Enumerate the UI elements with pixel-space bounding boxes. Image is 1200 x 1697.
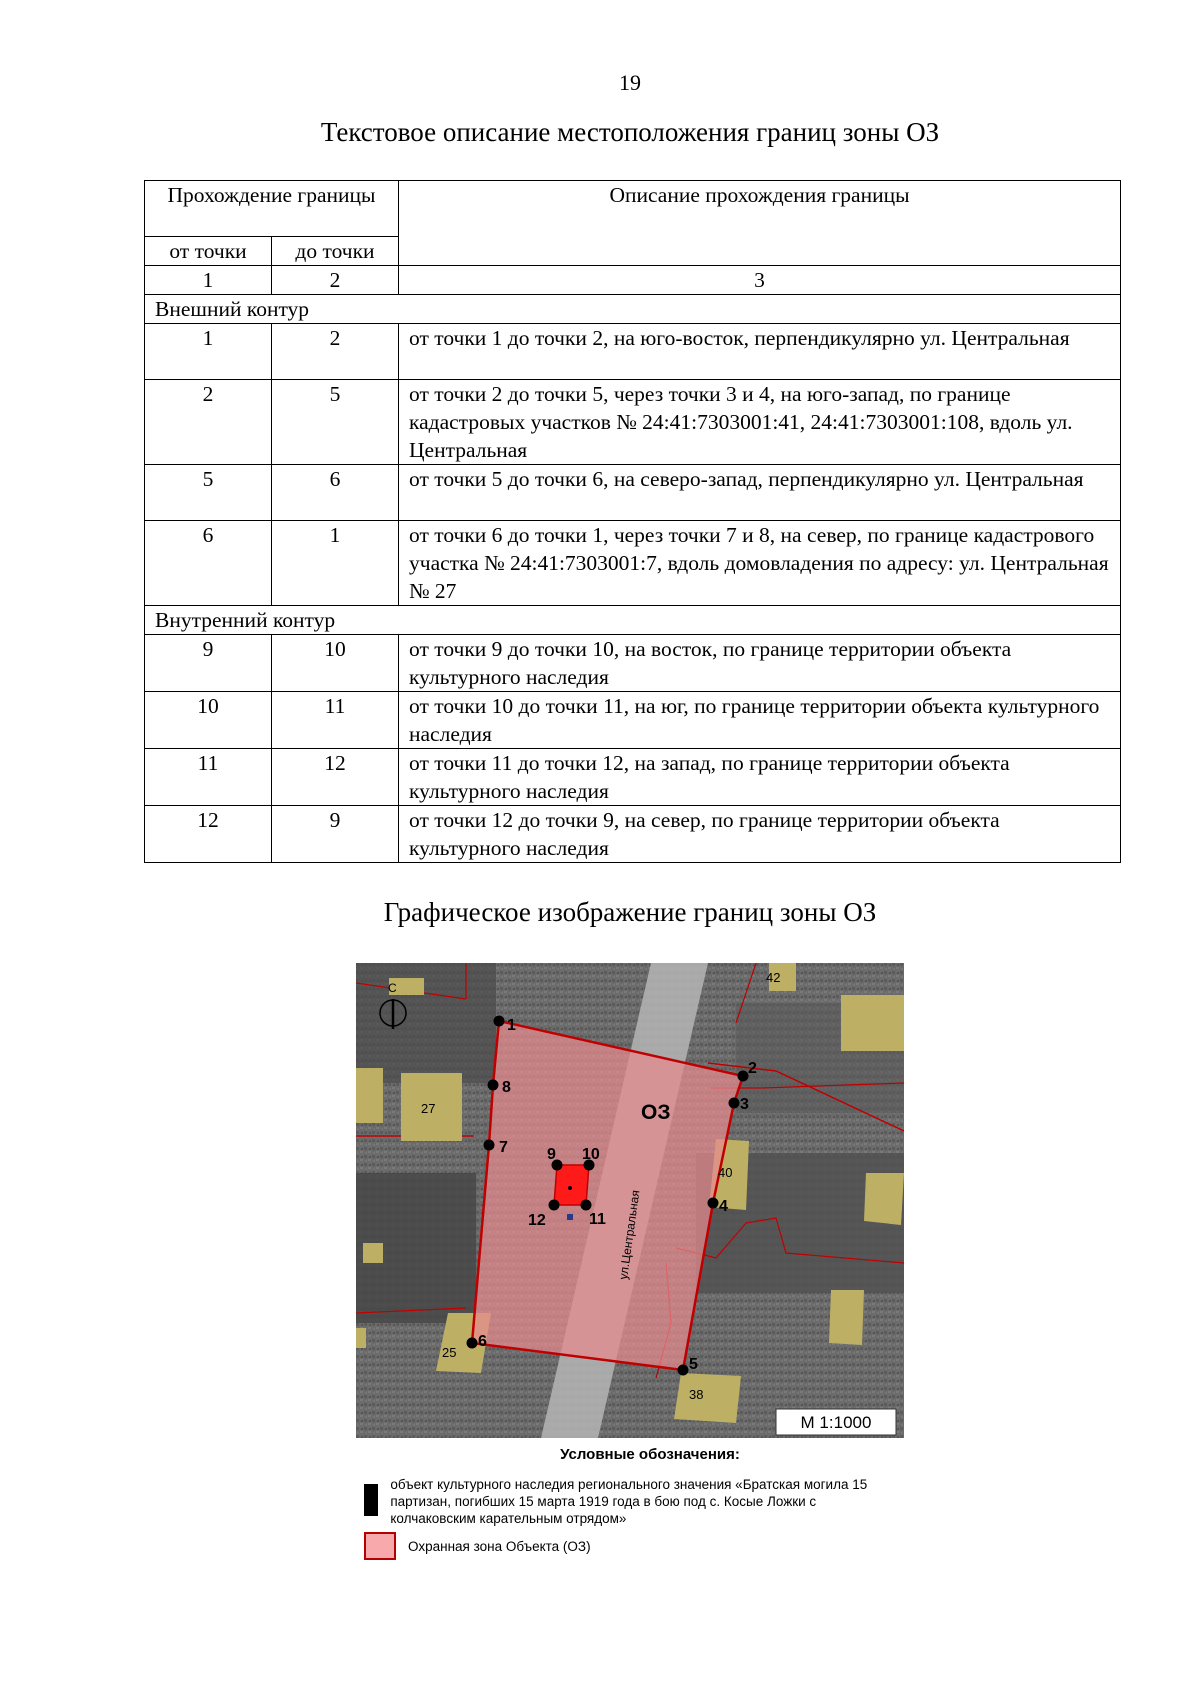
building xyxy=(841,995,904,1051)
to-point: 9 xyxy=(272,806,399,863)
point-label-11: 11 xyxy=(589,1211,606,1228)
legend-zone-text: Охранная зона Объекта (ОЗ) xyxy=(408,1539,591,1554)
building xyxy=(363,1243,383,1263)
table-row xyxy=(145,749,1121,806)
from-point: 10 xyxy=(145,692,272,749)
boundary-point-7 xyxy=(484,1140,495,1151)
table-row xyxy=(145,465,1121,521)
lot-number-42: 42 xyxy=(766,970,781,985)
legend-title: Условные обозначения: xyxy=(560,1446,740,1463)
header-to: до точки xyxy=(272,237,399,266)
to-point: 11 xyxy=(272,692,399,749)
column-number-1: 1 xyxy=(145,266,272,295)
header-from: от точки xyxy=(145,237,272,266)
graphic-title: Графическое изображение границ зоны ОЗ xyxy=(383,897,877,927)
boundary-point-4 xyxy=(708,1198,719,1209)
legend-item-zone xyxy=(364,1532,904,1560)
building xyxy=(356,1328,366,1348)
building xyxy=(829,1290,864,1345)
point-label-5: 5 xyxy=(689,1356,698,1373)
point-label-4: 4 xyxy=(719,1198,728,1215)
boundary-description: от точки 9 до точки 10, на восток, по границе территории объекта культурного наследия xyxy=(399,635,1121,692)
to-point: 5 xyxy=(272,380,399,465)
heritage-marker xyxy=(567,1214,573,1220)
table-row xyxy=(145,380,1121,465)
boundary-description: от точки 5 до точки 6, на северо-запад, перпендикулярно ул. Центральная xyxy=(399,465,1121,521)
outer-contour-label: Внешний контур xyxy=(145,295,1121,324)
legend-object-text: объект культурного наследия регионального значения «Братская могила 15 партизан, погибших 15 марта 1919 года в бою под с. Косые Ложки с колчаковским карательным отрядом» xyxy=(390,1477,868,1526)
building xyxy=(356,1068,383,1123)
north-label: С xyxy=(388,981,397,995)
point-label-9: 9 xyxy=(547,1146,556,1163)
boundary-point-8 xyxy=(488,1080,499,1091)
boundary-point-1 xyxy=(494,1016,505,1027)
table-row xyxy=(145,635,1121,692)
table-row xyxy=(145,324,1121,380)
table-row xyxy=(145,806,1121,863)
from-point: 12 xyxy=(145,806,272,863)
map-scale: М 1:1000 xyxy=(800,1413,872,1432)
map-svg xyxy=(356,963,904,1438)
legend-item-object xyxy=(364,1476,904,1527)
lot-number-25: 25 xyxy=(442,1345,457,1360)
dark-area xyxy=(356,963,496,1083)
building-38 xyxy=(674,1373,741,1423)
point-label-2: 2 xyxy=(748,1060,757,1077)
boundary-description: от точки 12 до точки 9, на север, по границе территории объекта культурного наследия xyxy=(399,806,1121,863)
from-point: 2 xyxy=(145,380,272,465)
inner-contour-label: Внутренний контур xyxy=(145,606,1121,635)
point-label-1: 1 xyxy=(507,1017,516,1034)
from-point: 5 xyxy=(145,465,272,521)
boundary-point-3 xyxy=(729,1098,740,1109)
to-point: 10 xyxy=(272,635,399,692)
protection-zone-swatch xyxy=(364,1532,396,1560)
heritage-object xyxy=(554,1165,589,1205)
boundary-description: от точки 10 до точки 11, на юг, по границе территории объекта культурного наследия xyxy=(399,692,1121,749)
to-point: 12 xyxy=(272,749,399,806)
legend xyxy=(356,1446,904,1554)
to-point: 1 xyxy=(272,521,399,606)
boundary-point-2 xyxy=(738,1071,749,1082)
from-point: 6 xyxy=(145,521,272,606)
table-title: Текстовое описание местоположения границ зоны ОЗ xyxy=(320,117,940,147)
boundary-point-12 xyxy=(549,1200,560,1211)
boundary-description: от точки 6 до точки 1, через точки 7 и 8, на север, по границе кадастрового участка № 24:41:7303001:7, вдоль домовладения по адресу: ул. Центральная № 27 xyxy=(399,521,1121,606)
from-point: 1 xyxy=(145,324,272,380)
point-label-3: 3 xyxy=(740,1096,749,1113)
boundary-description: от точки 2 до точки 5, через точки 3 и 4, на юго-запад, по границе кадастровых участков № 24:41:7303001:41, 24:41:7303001:108, вдоль ул. Центральная xyxy=(399,380,1121,465)
header-description: Описание прохождения границы xyxy=(399,181,1121,266)
page-number: 19 xyxy=(619,70,641,95)
table-row xyxy=(145,521,1121,606)
boundary-table xyxy=(144,180,1121,863)
lot-number-40: 40 xyxy=(718,1165,733,1180)
lot-number-27: 27 xyxy=(421,1101,436,1116)
from-point: 9 xyxy=(145,635,272,692)
boundary-point-11 xyxy=(581,1200,592,1211)
boundary-point-5 xyxy=(678,1365,689,1376)
table-row xyxy=(145,692,1121,749)
point-label-7: 7 xyxy=(499,1139,508,1156)
point-label-6: 6 xyxy=(478,1333,487,1350)
building xyxy=(864,1173,904,1225)
lot-number-38: 38 xyxy=(689,1387,704,1402)
heritage-dot xyxy=(568,1186,572,1190)
from-point: 11 xyxy=(145,749,272,806)
point-label-8: 8 xyxy=(502,1079,511,1096)
zone-label: ОЗ xyxy=(641,1101,671,1124)
boundary-description: от точки 11 до точки 12, на запад, по границе территории объекта культурного наследия xyxy=(399,749,1121,806)
street-label: ул.Центральная xyxy=(616,1189,643,1281)
heritage-object-swatch xyxy=(364,1484,378,1516)
to-point: 2 xyxy=(272,324,399,380)
point-label-12: 12 xyxy=(528,1212,546,1229)
column-number-2: 2 xyxy=(272,266,399,295)
boundary-point-6 xyxy=(467,1338,478,1349)
to-point: 6 xyxy=(272,465,399,521)
header-passage: Прохождение границы xyxy=(145,181,399,237)
point-label-10: 10 xyxy=(582,1146,600,1163)
zone-map xyxy=(356,963,904,1438)
boundary-description: от точки 1 до точки 2, на юго-восток, перпендикулярно ул. Центральная xyxy=(399,324,1121,380)
column-number-3: 3 xyxy=(399,266,1121,295)
